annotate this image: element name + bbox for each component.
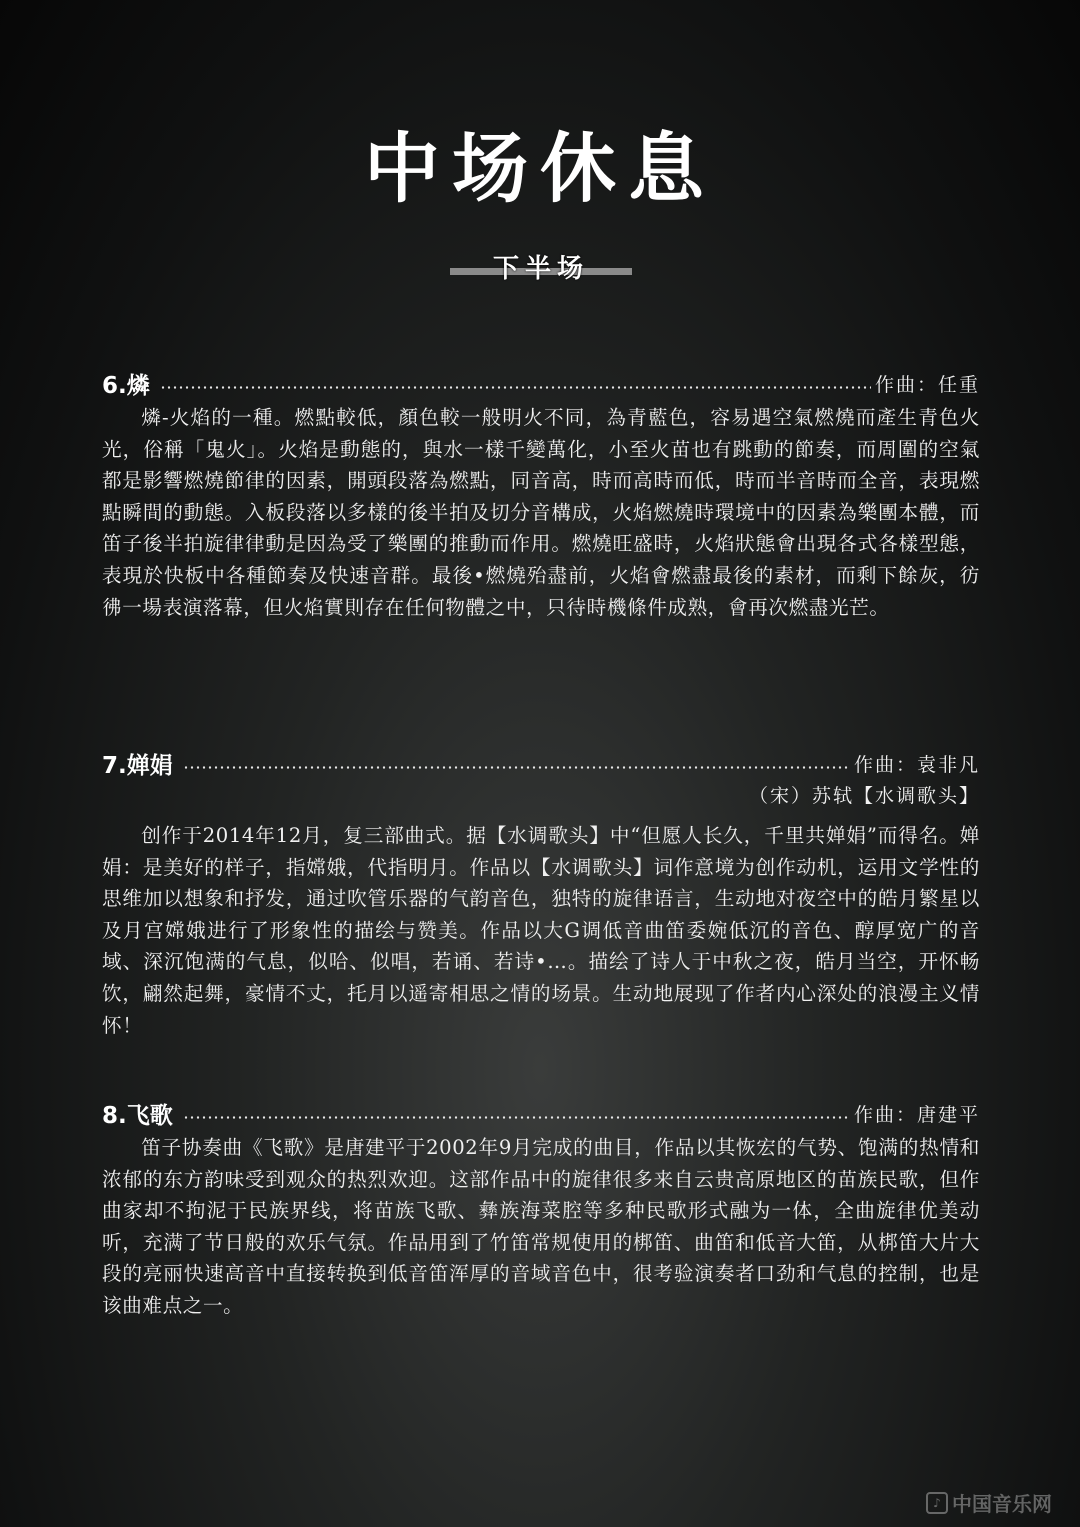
music-note-icon: ♪ [926,1492,948,1514]
watermark [926,1488,1052,1517]
composer-credit: 作曲：唐建平 [853,1103,980,1126]
program-item-6 [102,368,980,623]
program-item-header [102,1098,980,1128]
program-item-description: 笛子协奏曲《飞歌》是唐建平于2002年9月完成的曲目，作品以其恢宏的气势、饱满的热情和浓郁的东方韵味受到观众的热烈欢迎。这部作品中的旋律很多来自云贵高原地区的苗族民歌，但作曲家却不拘泥于民族界线，将苗族飞歌、彝族海菜腔等多种民歌形式融为一体，全曲旋律优美动听，充满了节日般的欢乐气氛。作品用到了竹笛常规使用的梆笛、曲笛和低音大笛，从梆笛大片大段的亮丽快速高音中直接转换到低音笛浑厚的音域音色中，很考验演奏者口劲和气息的控制，也是该曲难点之一。 [102,1136,980,1317]
program-item-7 [102,748,980,1041]
dot-leader [183,1116,850,1119]
section-header [450,248,632,288]
program-item-header [102,368,980,398]
program-item-description: 燐-火焰的一種。燃點較低，顏色較一般明火不同，為青藍色，容易遇空氣燃燒而產生青色火光，俗稱「鬼火」。火焰是動態的，與水一樣千變萬化，小至火苗也有跳動的節奏，而周圍的空氣都是影響燃燒節律的因素，開頭段落為燃點，同音高，時而高時而低，時而半音時而全音，表現燃點瞬間的動態。入板段落以多樣的後半拍及切分音構成，火焰燃燒時環境中的因素為樂團本體，而笛子後半拍旋律律動是因為受了樂團的推動而作用。燃燒旺盛時，火焰狀態會出現各式各樣型態，表現於快板中各種節奏及快速音群。最後•燃燒殆盡前，火焰會燃盡最後的素材，而剩下餘灰，彷彿一場表演落幕，但火焰實則存在任何物體之中，只待時機條件成熟，會再次燃盡光芒。 [102,406,980,619]
lyric-source: （宋）苏轼【水调歌头】 [748,785,980,807]
program-item-description: 创作于2014年12月，复三部曲式。据【水调歌头】中“但愿人长久，千里共婵娟”而得名。婵娟：是美好的样子，指嫦娥，代指明月。作品以【水调歌头】词作意境为创作动机，运用文学性的思维加以想象和抒发，通过吹管乐器的气韵音色，独特的旋律语言，生动地对夜空中的皓月繁星以及月宫嫦娥进行了形象性的描绘与赞美。作品以大G调低音曲笛委婉低沉的音色、醇厚宽广的音域、深沉饱满的气息，似哈、似唱，若诵、若诗•…。描绘了诗人于中秋之夜，皓月当空，开怀畅饮，翩然起舞，豪情不丈，托月以遥寄相思之情的场景。生动地展现了作者内心深处的浪漫主义情怀！ [102,824,980,1037]
program-item-title: 8.飞歌 [102,1102,173,1129]
program-item-header [102,748,980,778]
section-title: 下半场 [492,254,589,284]
dot-leader [183,766,850,769]
program-item-8 [102,1098,980,1322]
watermark-text: 中国音乐网 [952,1492,1052,1516]
composer-credit: 作曲：任重 [874,373,980,396]
program-item-title: 7.婵娟 [102,752,173,779]
program-item-title: 6.燐 [102,372,150,399]
dot-leader [160,386,871,389]
page-title: 中场休息 [364,124,716,213]
composer-credit: 作曲：袁非凡 [853,753,980,776]
